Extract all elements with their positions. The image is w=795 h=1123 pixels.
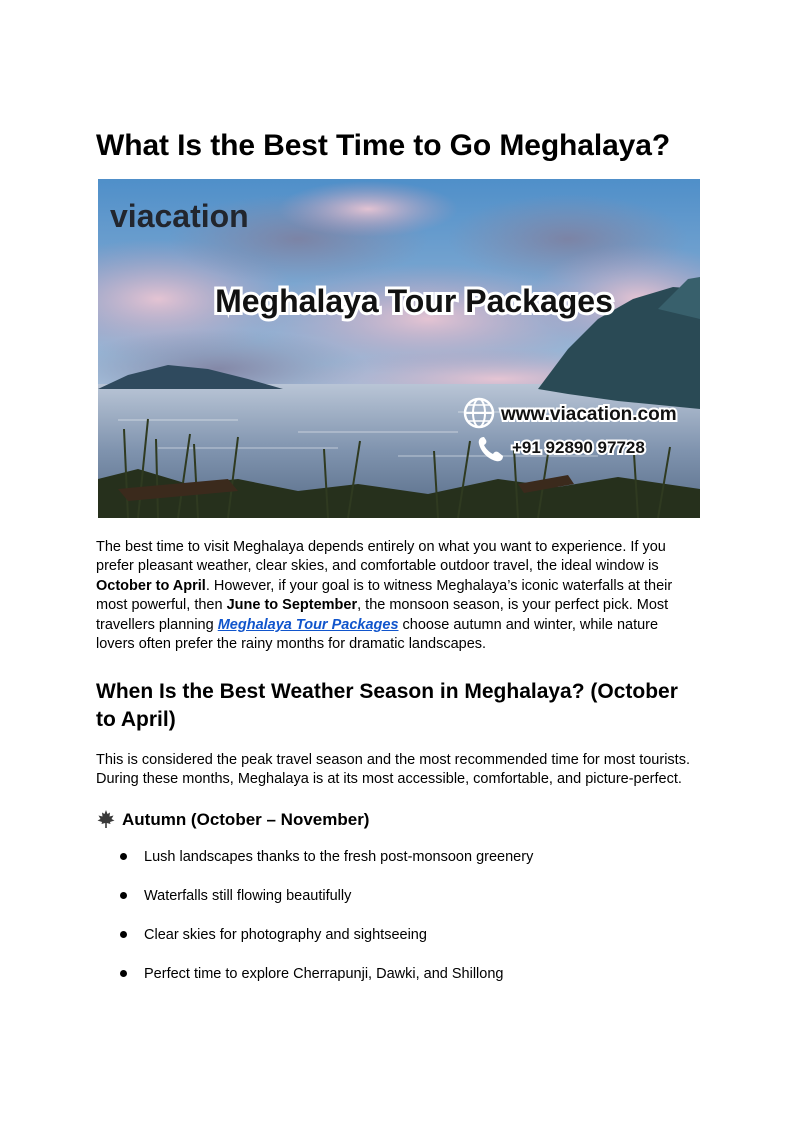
- bullet-dot: [120, 892, 127, 899]
- page-title: What Is the Best Time to Go Meghalaya?: [96, 129, 671, 162]
- intro-text-4: choose autumn and winter, while nature lovers often prefer the rainy months for dramatic landscapes.: [96, 616, 659, 653]
- bullet-dot: [120, 931, 127, 938]
- bullet-dot: [120, 853, 127, 860]
- intro-text-1: The best time to visit Meghalaya depends entirely on what you want to experience. If you prefer pleasant weather, clear skies, and comfortable outdoor travel, the ideal window is: [96, 539, 666, 575]
- meghalaya-tour-packages-link[interactable]: Meghalaya Tour Packages: [217, 616, 399, 633]
- list-item-text: Waterfalls still flowing beautifully: [144, 888, 352, 904]
- intro-text-2: . However, if your goal is to witness Meghalaya’s iconic waterfalls at their most powerful, then: [96, 577, 673, 614]
- list-item: [96, 885, 700, 924]
- section-paragraph: This is considered the peak travel season and the most recommended time for most tourists. During these months, Meghalaya is at its most accessible, comfortable, and picture-perfect.: [96, 752, 690, 788]
- banner-image: [98, 179, 700, 518]
- intro-bold-1: October to April: [96, 577, 206, 594]
- section-heading-best-weather: When Is the Best Weather Season in Meghalaya? (October to April): [96, 680, 678, 731]
- list-item: [96, 924, 700, 963]
- list-item-text: Clear skies for photography and sightseeing: [144, 927, 427, 943]
- maple-leaf-icon: [96, 809, 116, 829]
- brand-logo: [110, 198, 249, 234]
- banner-headline: Meghalaya Tour Packages: [215, 283, 613, 319]
- intro-text-3: , the monsoon season, is your perfect pick. Most travellers planning: [96, 597, 669, 633]
- intro-bold-2: June to September: [226, 597, 358, 614]
- bullet-dot: [120, 970, 127, 977]
- autumn-bullet-list: [96, 846, 700, 1002]
- brand-logo-text: viacation: [110, 198, 249, 234]
- banner-phone: +91 92890 97728: [512, 438, 645, 457]
- autumn-heading-text: Autumn (October – November): [122, 810, 370, 829]
- autumn-heading: [96, 808, 369, 832]
- intro-paragraph: [96, 538, 700, 654]
- list-item: [96, 963, 700, 1002]
- banner-website: www.viacation.com: [501, 404, 677, 425]
- list-item-text: Lush landscapes thanks to the fresh post-monsoon greenery: [144, 849, 534, 865]
- list-item-text: Perfect time to explore Cherrapunji, Dawki, and Shillong: [144, 966, 504, 982]
- list-item: [96, 846, 700, 885]
